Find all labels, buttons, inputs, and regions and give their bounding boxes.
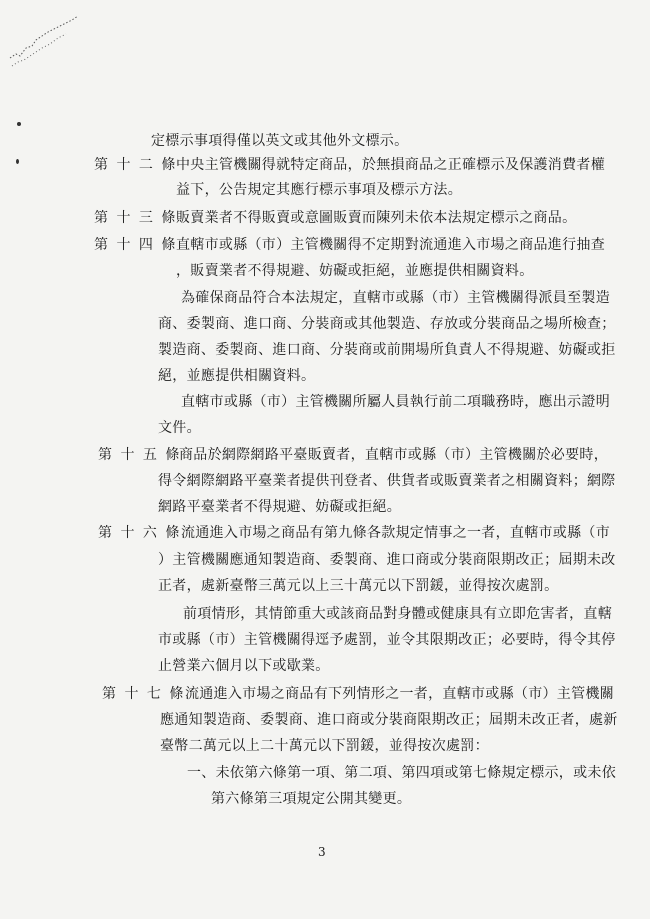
text-line: 前項情形，其情節重大或該商品對身體或健康具有立即危害者，直轄 <box>183 606 612 622</box>
text-line: 絕，並應提供相關資料。 <box>158 368 316 384</box>
text-line: 商、委製商、進口商、分裝商或其他製造、存放或分裝商品之場所檢查； <box>158 316 616 332</box>
page-number: 3 <box>318 845 326 859</box>
text-line: 定標示事項得僅以英文或其他外文標示。 <box>151 133 409 149</box>
text-line: 第六條第三項規定公開其變更。 <box>211 791 412 807</box>
text-line: 應通知製造商、委製商、進口商或分裝商限期改正；屆期未改正者，處新 <box>160 712 618 728</box>
text-line: 販賣業者不得販賣或意圖販賣而陳列未依本法規定標示之商品。 <box>176 210 577 226</box>
scan-speck <box>17 122 21 126</box>
text-line: 流通進入市場之商品有下列情形之一者，直轄市或縣（市）主管機關 <box>185 686 614 702</box>
article-14-label: 第 十 四 條 <box>94 237 178 253</box>
text-line: 直轄市或縣（市）主管機關所屬人員執行前二項職務時，應出示證明 <box>181 394 610 410</box>
text-line: 直轄市或縣（市）主管機關得不定期對流通進入市場之商品進行抽查 <box>176 237 605 253</box>
article-13-label: 第 十 三 條 <box>94 210 178 226</box>
text-line: 流通進入市場之商品有第九條各款規定情事之一者，直轄市或縣（市 <box>181 525 610 541</box>
article-16-label: 第 十 六 條 <box>98 525 182 541</box>
article-12-label: 第 十 二 條 <box>94 157 178 173</box>
text-line: 製造商、委製商、進口商、分裝商或前開場所負責人不得規避、妨礙或拒 <box>158 342 616 358</box>
text-line: 網路平臺業者不得規避、妨礙或拒絕。 <box>158 499 402 515</box>
text-line: ）主管機關應通知製造商、委製商、進口商或分裝商限期改正；屆期未改 <box>158 552 616 568</box>
article-17-label: 第 十 七 條 <box>102 686 186 702</box>
text-line: 中央主管機關得就特定商品，於無損商品之正確標示及保護消費者權 <box>176 157 605 173</box>
text-line: 止營業六個月以下或歇業。 <box>158 658 330 674</box>
scan-smudge-mark <box>6 10 86 70</box>
text-line: 市或縣（市）主管機關得逕予處罰，並令其限期改正；必要時，得令其停 <box>158 632 616 648</box>
text-line: 一、未依第六條第一項、第二項、第四項或第七條規定標示，或未依 <box>187 765 616 781</box>
text-line: 益下，公告規定其應行標示事項及標示方法。 <box>176 182 462 198</box>
text-line: 為確保商品符合本法規定，直轄市或縣（市）主管機關得派員至製造 <box>181 290 610 306</box>
text-line: 商品於網際網路平臺販賣者，直轄市或縣（市）主管機關於必要時， <box>179 447 608 463</box>
text-line: 文件。 <box>158 420 201 436</box>
scan-speck <box>16 159 19 164</box>
text-line: 臺幣二萬元以上二十萬元以下罰鍰，並得按次處罰： <box>160 738 489 754</box>
text-line: ，販賣業者不得規避、妨礙或拒絕，並應提供相關資料。 <box>176 263 534 279</box>
text-line: 得令網際網路平臺業者提供刊登者、供貨者或販賣業者之相關資料；網際 <box>158 473 616 489</box>
text-line: 正者，處新臺幣三萬元以上三十萬元以下罰鍰，並得按次處罰。 <box>158 578 559 594</box>
article-15-label: 第 十 五 條 <box>98 447 182 463</box>
